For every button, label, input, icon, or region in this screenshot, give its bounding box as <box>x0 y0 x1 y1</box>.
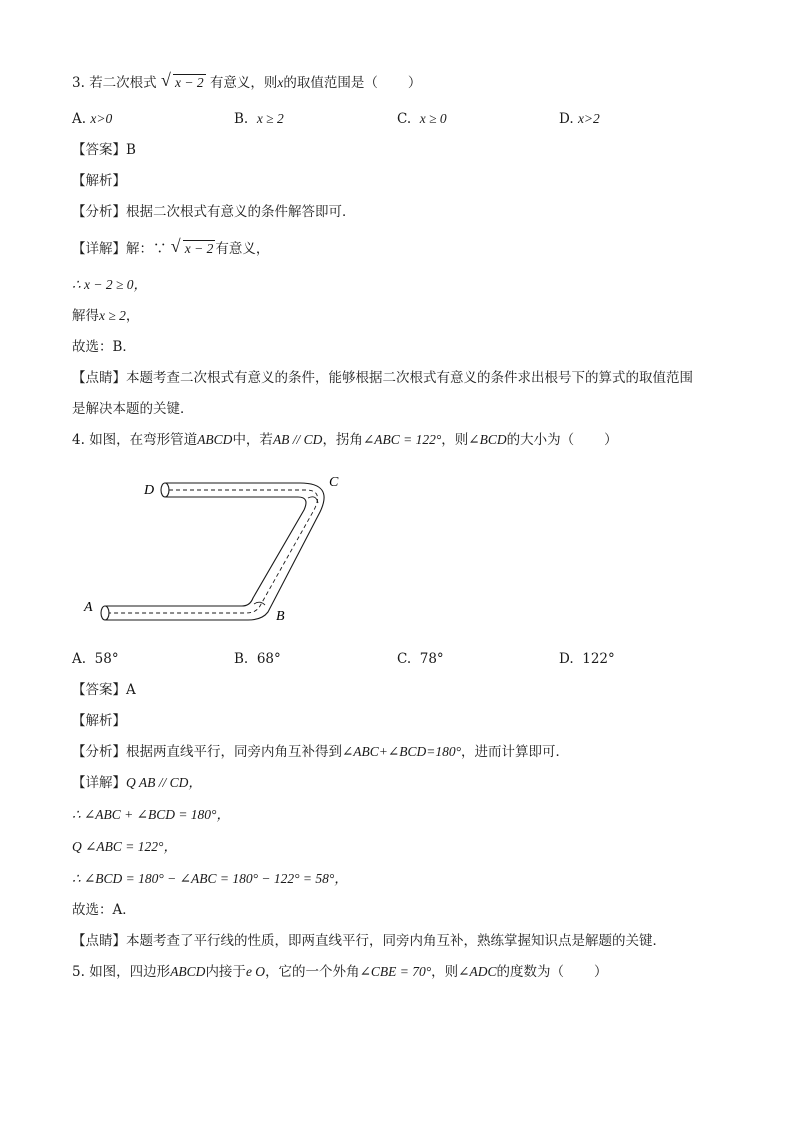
option-text: x ≥ 0 <box>419 111 447 126</box>
q3-step1: ∴ x − 2 ≥ 0， <box>72 277 147 292</box>
q3-option-d <box>559 110 600 128</box>
pipe-outer-edge <box>105 483 324 620</box>
pipe-end-d <box>161 483 169 497</box>
fenxi-math: ∠ABC+∠BCD=180° <box>342 744 461 759</box>
q4-detail-3: Q ∠ABC = 122°， <box>72 839 177 854</box>
q5-stem-a: 内接于 <box>205 964 246 980</box>
q3-radical: √ x − 2 <box>160 70 204 90</box>
fenxi-post: ，进而计算即可． <box>461 744 569 760</box>
option-label: D. <box>559 651 574 667</box>
q4-analysis-tag: 【解析】 <box>72 713 126 729</box>
comment-text: 本题考查二次根式有意义的条件，能够根据二次根式有意义的条件求出根号下的算式的取值范围 <box>126 370 693 386</box>
q4-fenxi <box>72 743 569 761</box>
q4-detail-2: ∴ ∠ABC + ∠BCD = 180°， <box>72 807 230 822</box>
q3-step2 <box>72 307 139 325</box>
q3-comment-1 <box>72 369 693 387</box>
option-text: 68° <box>256 651 281 667</box>
q4-option-b <box>234 650 281 668</box>
q4-stem-end: ） <box>604 432 618 448</box>
q5-math-angle-cbe: ∠CBE = 70° <box>359 964 432 979</box>
q3-analysis-tag: 【解析】 <box>72 173 126 189</box>
pipe-inner-edge <box>105 497 306 606</box>
fenxi-tag: 【分析】 <box>72 204 126 220</box>
answer-value: B <box>126 142 136 158</box>
q3-stem-mid: 有意义，则 <box>209 75 278 91</box>
q4-math-angle-bcd: ∠BCD <box>468 432 507 447</box>
option-label: A. <box>72 651 87 667</box>
fenxi-pre: 根据两直线平行，同旁内角互补得到 <box>126 744 342 760</box>
option-text: 78° <box>419 651 444 667</box>
q3-radicand: x − 2 <box>174 75 204 90</box>
q3-option-b <box>234 110 284 128</box>
q4-option-c <box>397 650 444 668</box>
q4-stem-b: ，拐角 <box>322 432 363 448</box>
q5-math-angle-adc: ∠ADC <box>458 964 497 979</box>
option-text: x>0 <box>90 111 113 126</box>
q4-math-parallel: AB // CD <box>272 432 323 447</box>
fenxi-tag: 【分析】 <box>72 744 126 760</box>
answer-tag: 【答案】 <box>72 142 126 158</box>
label-a: A <box>84 600 93 615</box>
q3-option-a <box>72 110 112 128</box>
answer-tag: 【答案】 <box>72 682 126 698</box>
step2-math: x ≥ 2 <box>99 308 126 323</box>
q4-stem-a: 中，若 <box>232 432 273 448</box>
label-c: C <box>329 475 339 490</box>
comment-tag: 【点睛】 <box>72 933 126 949</box>
detail-pre: 解：∵ <box>126 241 167 257</box>
q4-math-angle-abc: ∠ABC = 122° <box>362 432 442 447</box>
option-label: A. <box>72 111 87 127</box>
q5-stem-d: 的度数为（ <box>496 964 564 980</box>
option-label: C. <box>397 111 412 127</box>
q4-option-a <box>72 650 119 668</box>
q3-answer <box>72 141 136 159</box>
q5-stem-c: ，则 <box>431 964 459 980</box>
step2-pre: 解得 <box>72 308 99 324</box>
q4-math-abcd: ABCD <box>197 432 233 447</box>
q3-var: x <box>277 75 284 90</box>
q3-number: 3. <box>72 75 85 91</box>
pipe-end-a <box>101 606 109 620</box>
q5-stem-end: ） <box>593 964 608 980</box>
q3-detail <box>72 236 270 258</box>
q4-stem <box>72 431 618 449</box>
option-text: x ≥ 2 <box>256 111 284 126</box>
q4-stem-pre: 如图，在弯形管道 <box>89 432 198 448</box>
angle-mark-c <box>308 497 318 503</box>
q5-math-abcd: ABCD <box>170 964 206 979</box>
detail-tag: 【详解】 <box>72 241 126 257</box>
angle-mark-b <box>254 602 265 605</box>
q3-stem-post: 的取值范围是（ <box>283 75 378 91</box>
q3-detail-radicand: x − 2 <box>184 241 214 256</box>
q3-stem-end: ） <box>407 75 422 91</box>
q4-detail-4: ∴ ∠BCD = 180° − ∠ABC = 180° − 122° = 58°， <box>72 871 348 886</box>
q4-number: 4. <box>72 432 85 448</box>
option-text: 122° <box>582 651 615 667</box>
option-label: B. <box>234 111 249 127</box>
q4-option-d <box>559 650 615 668</box>
q3-stem-text: 若二次根式 <box>89 75 157 91</box>
q5-number: 5. <box>72 964 85 980</box>
q3-option-c <box>397 110 447 128</box>
answer-value: A <box>126 682 136 698</box>
q4-stem-d: 的大小为（ <box>506 432 575 448</box>
option-label: C. <box>397 651 412 667</box>
q3-comment-2: 是解决本题的关键． <box>72 401 194 417</box>
detail-line: Q AB // CD， <box>126 775 202 790</box>
q4-comment <box>72 932 666 950</box>
q4-stem-c: ，则 <box>441 432 469 448</box>
pipe-figure <box>72 470 372 630</box>
fenxi-text: 根据二次根式有意义的条件解答即可． <box>126 204 356 220</box>
q3-detail-radical: √ x − 2 <box>170 236 214 256</box>
q4-answer <box>72 681 136 699</box>
comment-text: 本题考查了平行线的性质，即两直线平行，同旁内角互补，熟练掌握知识点是解题的关键． <box>126 933 666 949</box>
detail-post: 有意义， <box>215 241 270 257</box>
q5-math-circle: e O <box>245 964 266 979</box>
q5-stem-b: ，它的一个外角 <box>265 964 360 980</box>
label-d: D <box>144 483 155 498</box>
pipe-centerline <box>109 490 318 613</box>
option-label: B. <box>234 651 249 667</box>
q5-stem <box>72 963 607 981</box>
label-b: B <box>276 609 285 624</box>
option-text: x>2 <box>577 111 600 126</box>
option-text: 58° <box>94 651 119 667</box>
q3-fenxi <box>72 203 356 221</box>
option-label: D. <box>559 111 574 127</box>
q3-choice: 故选：B． <box>72 339 136 355</box>
q4-detail-1 <box>72 774 202 792</box>
detail-tag: 【详解】 <box>72 775 126 791</box>
comment-tag: 【点睛】 <box>72 370 126 386</box>
step2-post: ， <box>125 308 140 324</box>
q5-stem-pre: 如图，四边形 <box>89 964 171 980</box>
q3-stem <box>72 70 422 92</box>
q4-choice: 故选：A． <box>72 902 136 918</box>
